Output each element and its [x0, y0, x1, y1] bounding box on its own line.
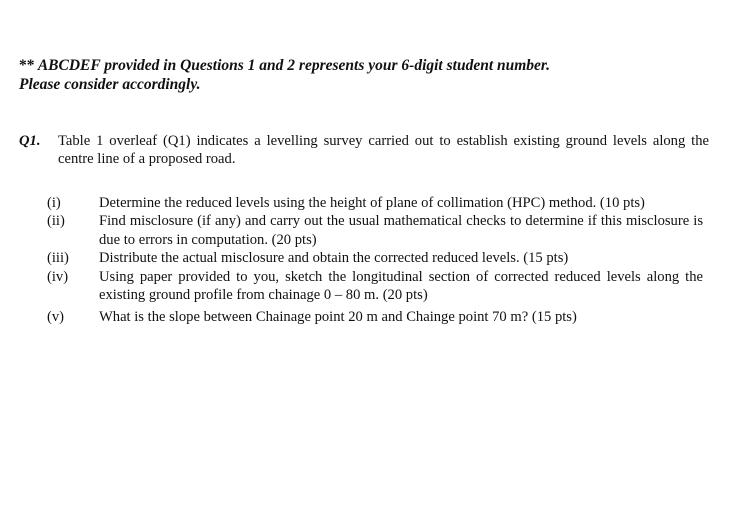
note-asterisks: ** [19, 57, 35, 74]
part-text: Distribute the actual misclosure and obtain the corrected reduced levels. (15 pts) [99, 250, 569, 267]
part-text: What is the slope between Chainage point 20 m and Chainge point 70 m? (15 pts) [99, 309, 577, 326]
part-text: Using paper provided to you, sketch the longitudinal section of corrected reduced levels along the existing ground profile from chainage 0 – 80 m. (20 pts) [99, 268, 703, 304]
part-number: (iv) [47, 268, 69, 285]
part-number: (ii) [47, 213, 65, 230]
note-line-2: Please consider accordingly. [19, 76, 201, 93]
note-line-1 [19, 56, 719, 75]
question-part-iv [47, 268, 703, 305]
part-number: (v) [47, 309, 65, 326]
question-part-ii [47, 212, 703, 249]
question-1 [19, 132, 709, 168]
student-number-note [19, 56, 719, 94]
question-text: Table 1 overleaf (Q1) indicates a levelling survey carried out to establish existing ground levels along the centre line of a proposed road. [58, 133, 709, 167]
part-text: Find misclosure (if any) and carry out the usual mathematical checks to determine if this misclosure is due to errors in computation. (20 pts) [99, 213, 703, 248]
question-part-iii [47, 249, 703, 267]
part-text: Determine the reduced levels using the height of plane of collimation (HPC) method. (10 pts) [99, 195, 645, 211]
note-line-1-text: ABCDEF provided in Questions 1 and 2 represents your 6-digit student number. [37, 57, 550, 74]
question-part-i [47, 194, 703, 212]
question-parts-list [47, 194, 703, 327]
question-part-v [47, 308, 703, 326]
question-label: Q1. [19, 133, 41, 149]
part-number: (i) [47, 195, 61, 211]
part-number: (iii) [47, 250, 69, 267]
